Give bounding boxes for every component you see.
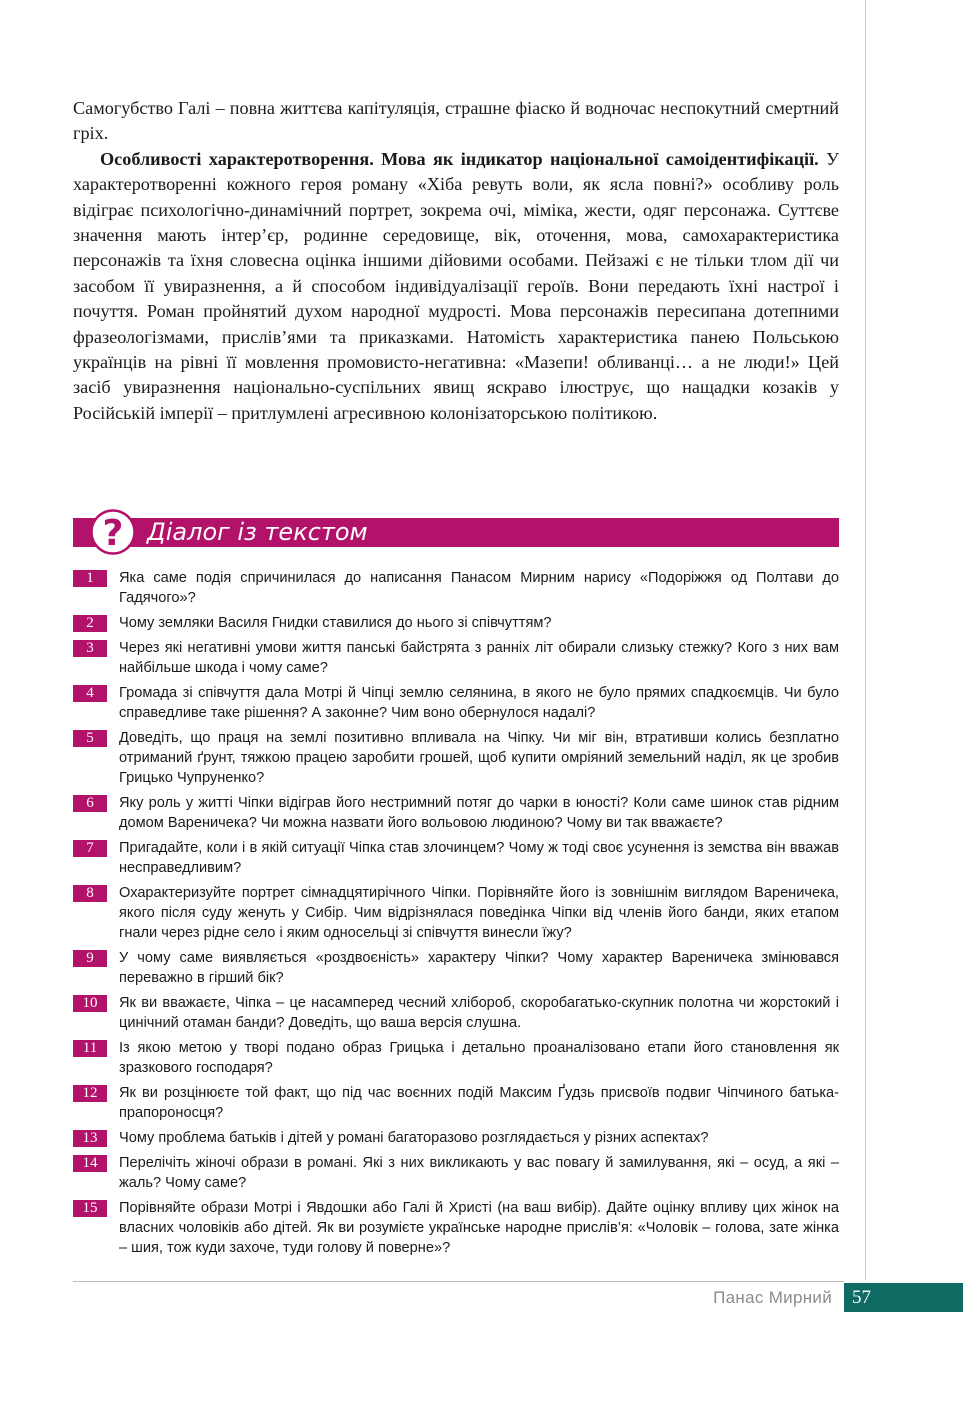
question-number: 15 bbox=[73, 1200, 107, 1217]
question-number: 5 bbox=[73, 730, 107, 747]
question-item bbox=[73, 793, 839, 833]
svg-text:?: ? bbox=[102, 513, 124, 554]
question-number: 1 bbox=[73, 570, 107, 587]
question-text: Доведіть, що праця на землі позитивно впливала на Чіпку. Чи міг він, втративши колись безплатно отриманий ґрунт, тяжкою працею заробити грошей, щоб купити омріяний земельний наділ, як це зробив Грицько Чупруненко? bbox=[119, 730, 839, 786]
question-number: 6 bbox=[73, 795, 107, 812]
question-item bbox=[73, 838, 839, 878]
question-text: Із якою метою у творі подано образ Грицька і детально проаналізовано етапи його становлення як зразкового господаря? bbox=[119, 1040, 839, 1076]
question-number: 11 bbox=[73, 1040, 107, 1057]
paragraph-2-text: У характеротворенні кожного героя роману «Хіба ревуть воли, як ясла повні?» особливу роль відіграє психологічно-динамічний портрет, зокрема очі, міміка, жести, одяг персонажа. Суттєве значення мають інтер’єр, родинне середовище, вік, оточення, мова, самохарактеристика персонажів та їхня словесна оцінка іншими дійовими особами. Пейзажі є не тільки тлом дії чи засобом її увиразнення, а й способом індивідуалізації героїв. Вони передають їхні настрої і почуття. Роман пройнятий духом народної мудрості. Мова персонажів пересипана дотепними фразеологізмами, прислів’ями та приказками. Натомість характеристика панею Польською українців на рівні її мовлення промовисто-негативна: «Мазепи! обливанці… а не люди!» Цей засіб увиразнення національно-суспільних явищ яскраво ілюструє, що нащадки козаків у Російській імперії – притлумлені агресивною колонізаторською політикою. bbox=[73, 148, 839, 423]
question-text: Охарактеризуйте портрет сімнадцятирічного Чіпки. Порівняйте його із зовнішнім виглядом Вареничека, якого після суду женуть у Сибір. Чим відрізнялася поведінка Чіпки від членів його банди, яких етапом гнали через рідне село і яким односельці зі співчуття винесли їжу? bbox=[119, 885, 839, 941]
dialog-section-title: Діалог із текстом bbox=[147, 518, 368, 546]
footer-rule bbox=[73, 1281, 844, 1282]
question-item bbox=[73, 728, 839, 788]
question-item bbox=[73, 993, 839, 1033]
question-item bbox=[73, 883, 839, 943]
question-text: Пригадайте, коли і в якій ситуації Чіпка став злочинцем? Чому ж тоді своє усунення із земства він вважав несправедливим? bbox=[119, 840, 839, 876]
question-text: Як ви вважаєте, Чіпка – це насамперед чесний хлібороб, скоробагатько-скупник полотна чи жорстокий і цинічний отаман банди? Доведіть, що ваша версія слушна. bbox=[119, 995, 839, 1031]
question-item bbox=[73, 1153, 839, 1193]
question-text: Перелічіть жіночі образи в романі. Які з них викликають у вас повагу й замилування, які – осуд, а які – жаль? Чому саме? bbox=[119, 1155, 839, 1191]
question-text: Чому проблема батьків і дітей у романі багаторазово розглядається у різних аспектах? bbox=[119, 1130, 709, 1146]
question-number: 8 bbox=[73, 885, 107, 902]
question-number: 2 bbox=[73, 615, 107, 632]
question-item bbox=[73, 683, 839, 723]
question-text: Чому земляки Василя Гнидки ставилися до нього зі співчуттям? bbox=[119, 615, 552, 631]
paragraph-2-heading: Особливості характеротворення. Мова як індикатор національної самоідентифікації. bbox=[100, 148, 819, 169]
question-item bbox=[73, 1038, 839, 1078]
question-number: 4 bbox=[73, 685, 107, 702]
question-mark-icon bbox=[90, 509, 136, 555]
question-text: Як ви розцінюєте той факт, що під час воєнних подій Максим Ґудзь присвоїв подвиг Чіпчиного батька-прапороносця? bbox=[119, 1085, 839, 1121]
question-item bbox=[73, 1083, 839, 1123]
footer-author: Панас Мирний bbox=[713, 1288, 832, 1307]
question-text: Яку роль у житті Чіпки відіграв його нестримний потяг до чарки в юності? Коли саме шинок став рідним домом Вареничека? Чи можна назвати його вольовою людиною? Чому ви так вважаєте? bbox=[119, 795, 839, 831]
question-text: Через які негативні умови життя панські байстрята з ранніх літ обирали слизьку стежку? Кого з них вам найбільше шкода і чому саме? bbox=[119, 640, 839, 676]
question-item bbox=[73, 948, 839, 988]
question-text: Порівняйте образи Мотрі і Явдошки або Галі й Христі (на ваш вибір). Дайте оцінку впливу цих жінок на власних чоловіків або дітей. Як ви розумієте українське народне прислів’я: «Чоловік – голова, зате жінка – шия, тож куди захоче, туди голову й поверне»? bbox=[119, 1200, 839, 1256]
paragraph-2 bbox=[73, 147, 839, 426]
question-text: Яка саме подія спричинилася до написання Панасом Мирним нарису «Подоріжжя од Полтави до Гадячого»? bbox=[119, 570, 839, 606]
question-number: 12 bbox=[73, 1085, 107, 1102]
question-number: 13 bbox=[73, 1130, 107, 1147]
page-edge-line bbox=[865, 0, 866, 1280]
question-item bbox=[73, 1128, 839, 1148]
questions-list bbox=[73, 568, 839, 1258]
question-number: 10 bbox=[73, 995, 107, 1012]
question-number: 3 bbox=[73, 640, 107, 657]
page-number: 57 bbox=[852, 1287, 871, 1308]
body-text bbox=[73, 96, 839, 426]
question-item bbox=[73, 1198, 839, 1258]
question-number: 14 bbox=[73, 1155, 107, 1172]
question-text: У чому саме виявляється «роздвоєність» характеру Чіпки? Чому характер Вареничека змінювався переважно в гірший бік? bbox=[119, 950, 839, 986]
question-text: Громада зі співчуття дала Мотрі й Чіпці землю селянина, в якого не було прямих спадкоємців. Чи було справедливе таке рішення? А законне? Чим воно обернулося надалі? bbox=[119, 685, 839, 721]
question-number: 7 bbox=[73, 840, 107, 857]
question-item bbox=[73, 613, 839, 633]
question-item bbox=[73, 568, 839, 608]
question-number: 9 bbox=[73, 950, 107, 967]
question-item bbox=[73, 638, 839, 678]
paragraph-1: Самогубство Галі – повна життєва капітуляція, страшне фіаско й водночас неспокутний смертний гріх. bbox=[73, 98, 839, 144]
